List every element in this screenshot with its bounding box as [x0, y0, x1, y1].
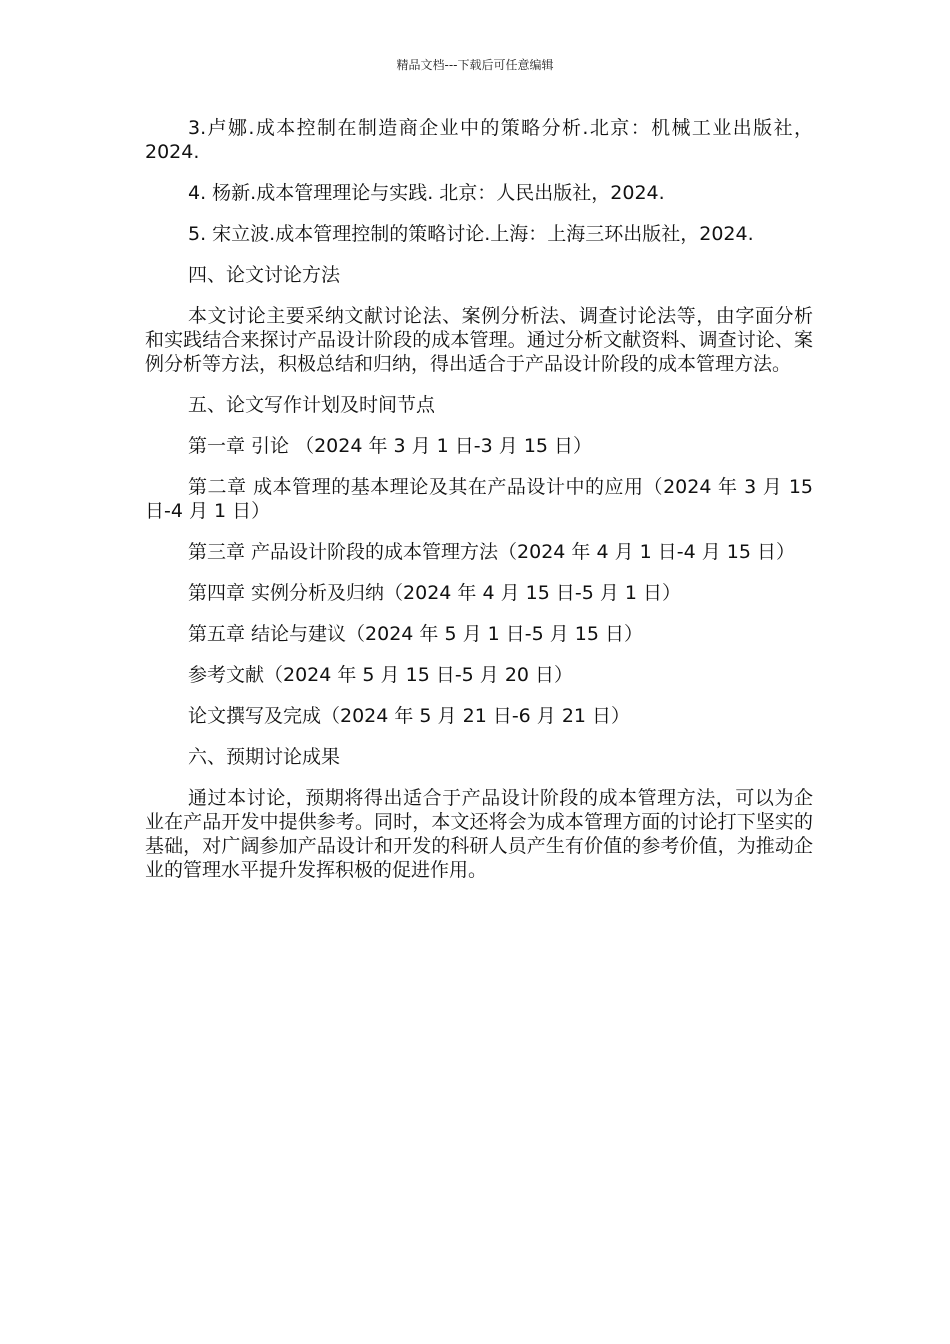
- schedule-item-writing: 论文撰写及完成（2024 年 5 月 21 日-6 月 21 日）: [188, 705, 631, 727]
- schedule-item-chapter-5: 第五章 结论与建议（2024 年 5 月 1 日-5 月 15 日）: [188, 623, 644, 645]
- document-body: [145, 116, 813, 899]
- section-heading-results: 六、预期讨论成果: [188, 746, 341, 768]
- methods-paragraph: 本文讨论主要采纳文献讨论法、案例分析法、调查讨论法等，由字面分析和实践结合来探讨产品设计阶段的成本管理。通过分析文献资料、调查讨论、案例分析等方法，积极总结和归纳，得出适合于产品设计阶段的成本管理方法。: [145, 305, 813, 375]
- schedule-item-references: 参考文献（2024 年 5 月 15 日-5 月 20 日）: [188, 664, 574, 686]
- page-header: 精品文档---下载后可任意编辑: [396, 58, 554, 72]
- schedule-item-chapter-2: 第二章 成本管理的基本理论及其在产品设计中的应用（2024 年 3 月 15 日-4 月 1 日）: [145, 476, 813, 522]
- section-heading-methods: 四、论文讨论方法: [188, 264, 341, 286]
- reference-item-5: 5. 宋立波.成本管理控制的策略讨论.上海：上海三环出版社，2024.: [188, 223, 754, 245]
- reference-item-3: 3.卢娜.成本控制在制造商企业中的策略分析.北京：机械工业出版社，2024.: [145, 117, 813, 163]
- reference-item-4: 4. 杨新.成本管理理论与实践. 北京：人民出版社，2024.: [188, 182, 665, 204]
- section-heading-schedule: 五、论文写作计划及时间节点: [188, 394, 436, 416]
- schedule-item-chapter-4: 第四章 实例分析及归纳（2024 年 4 月 15 日-5 月 1 日）: [188, 582, 682, 604]
- results-paragraph: 通过本讨论，预期将得出适合于产品设计阶段的成本管理方法，可以为企业在产品开发中提供参考。同时，本文还将会为成本管理方面的讨论打下坚实的基础，对广阔参加产品设计和开发的科研人员产生有价值的参考价值，为推动企业的管理水平提升发挥积极的促进作用。: [145, 787, 813, 881]
- schedule-item-chapter-1: 第一章 引论 （2024 年 3 月 1 日-3 月 15 日）: [188, 435, 593, 457]
- schedule-item-chapter-3: 第三章 产品设计阶段的成本管理方法（2024 年 4 月 1 日-4 月 15 日）: [188, 541, 796, 563]
